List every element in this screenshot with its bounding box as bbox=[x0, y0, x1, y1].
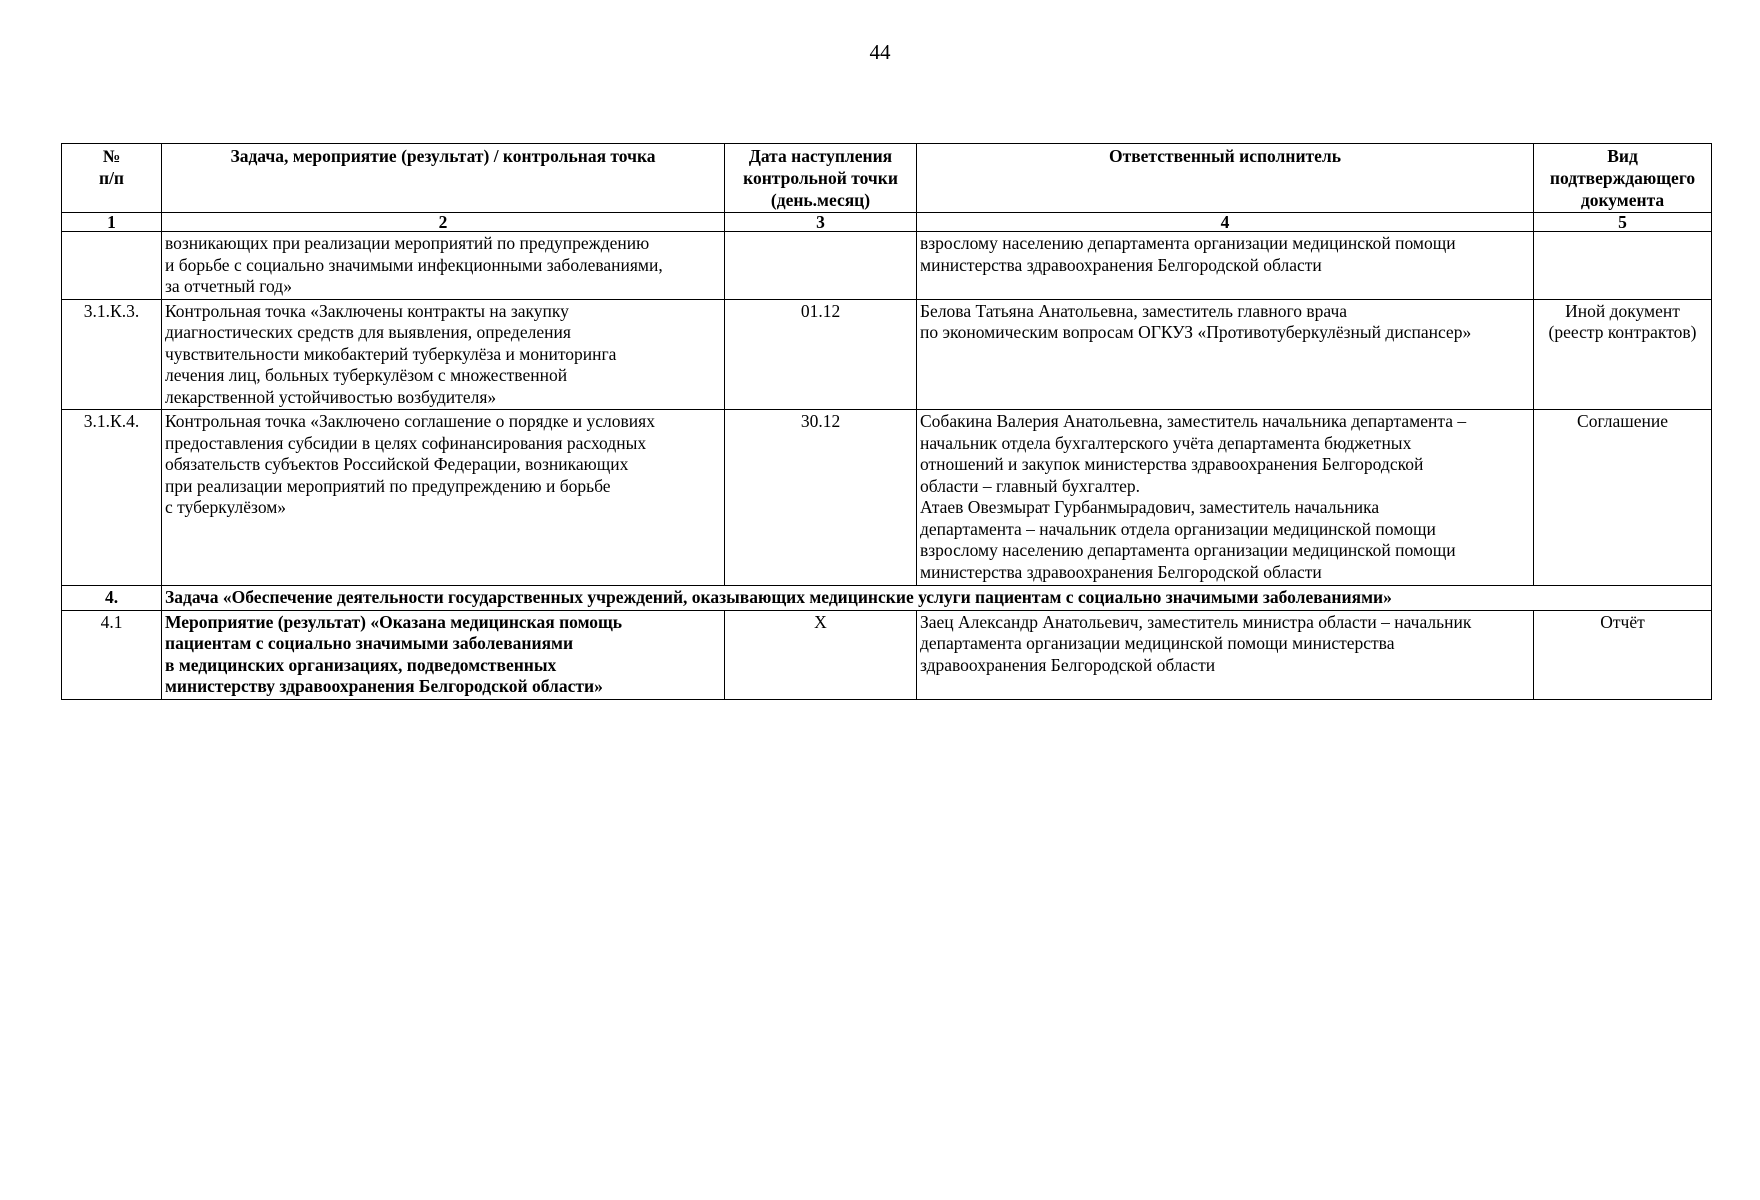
row-task: Мероприятие (результат) «Оказана медицинская помощь пациентам с социально значимыми заболеваниями в медицинских организациях, подведомственных министерству здравоохранения Белгородской области» bbox=[162, 610, 725, 699]
row-responsible: Собакина Валерия Анатольевна, заместитель начальника департамента – начальник отдела бухгалтерского учёта департамента бюджетных отношений и закупок министерства здравоохранения Белгородской области – главный бухгалтер. Атаев Овезмырат Гурбанмырадович, заместитель начальника департамента – начальник отдела организации медицинской помощи взрослому населению департамента организации медицинской помощи министерства здравоохранения Белгородской области bbox=[917, 410, 1534, 586]
page-number: 44 bbox=[869, 40, 891, 64]
table-row bbox=[62, 232, 1712, 300]
column-index: 5 bbox=[1534, 213, 1712, 232]
row-date bbox=[725, 232, 917, 300]
task-section-row bbox=[62, 586, 1712, 611]
header-document: Вид подтверждающего документа bbox=[1534, 144, 1712, 213]
column-index: 1 bbox=[62, 213, 162, 232]
table-row bbox=[62, 299, 1712, 410]
header-task: Задача, мероприятие (результат) / контрольная точка bbox=[162, 144, 725, 213]
plan-table bbox=[61, 143, 1712, 700]
row-task: Контрольная точка «Заключены контракты на закупку диагностических средств для выявления, определения чувствительности микобактерий туберкулёза и мониторинга лечения лиц, больных туберкулёзом с множественной лекарственной устойчивостью возбудителя» bbox=[162, 299, 725, 410]
row-number: 3.1.К.3. bbox=[62, 299, 162, 410]
row-number: 3.1.К.4. bbox=[62, 410, 162, 586]
row-number bbox=[62, 232, 162, 300]
row-document bbox=[1534, 232, 1712, 300]
row-responsible: Белова Татьяна Анатольевна, заместитель главного врача по экономическим вопросам ОГКУЗ «Противотуберкулёзный диспансер» bbox=[917, 299, 1534, 410]
table-row bbox=[62, 610, 1712, 699]
row-task: Контрольная точка «Заключено соглашение о порядке и условиях предоставления субсидии в целях софинансирования расходных обязательств субъектов Российской Федерации, возникающих при реализации мероприятий по предупреждению и борьбе с туберкулёзом» bbox=[162, 410, 725, 586]
row-date: X bbox=[725, 610, 917, 699]
row-responsible: Заец Александр Анатольевич, заместитель министра области – начальник департамента организации медицинской помощи министерства здравоохранения Белгородской области bbox=[917, 610, 1534, 699]
row-number: 4.1 bbox=[62, 610, 162, 699]
column-index: 4 bbox=[917, 213, 1534, 232]
row-task: возникающих при реализации мероприятий по предупреждению и борьбе с социально значимыми инфекционными заболеваниями, за отчетный год» bbox=[162, 232, 725, 300]
row-document: Соглашение bbox=[1534, 410, 1712, 586]
column-index-row bbox=[62, 213, 1712, 232]
row-document: Иной документ (реестр контрактов) bbox=[1534, 299, 1712, 410]
row-date: 30.12 bbox=[725, 410, 917, 586]
header-num: № п/п bbox=[62, 144, 162, 213]
header-date: Дата наступления контрольной точки (день.месяц) bbox=[725, 144, 917, 213]
table-row bbox=[62, 410, 1712, 586]
header-responsible: Ответственный исполнитель bbox=[917, 144, 1534, 213]
task-section-title: Задача «Обеспечение деятельности государственных учреждений, оказывающих медицинские услуги пациентам с социально значимыми заболеваниями» bbox=[162, 586, 1712, 611]
row-document: Отчёт bbox=[1534, 610, 1712, 699]
row-responsible: взрослому населению департамента организации медицинской помощи министерства здравоохранения Белгородской области bbox=[917, 232, 1534, 300]
column-index: 2 bbox=[162, 213, 725, 232]
row-date: 01.12 bbox=[725, 299, 917, 410]
task-section-number: 4. bbox=[62, 586, 162, 611]
table-header-row bbox=[62, 144, 1712, 213]
column-index: 3 bbox=[725, 213, 917, 232]
